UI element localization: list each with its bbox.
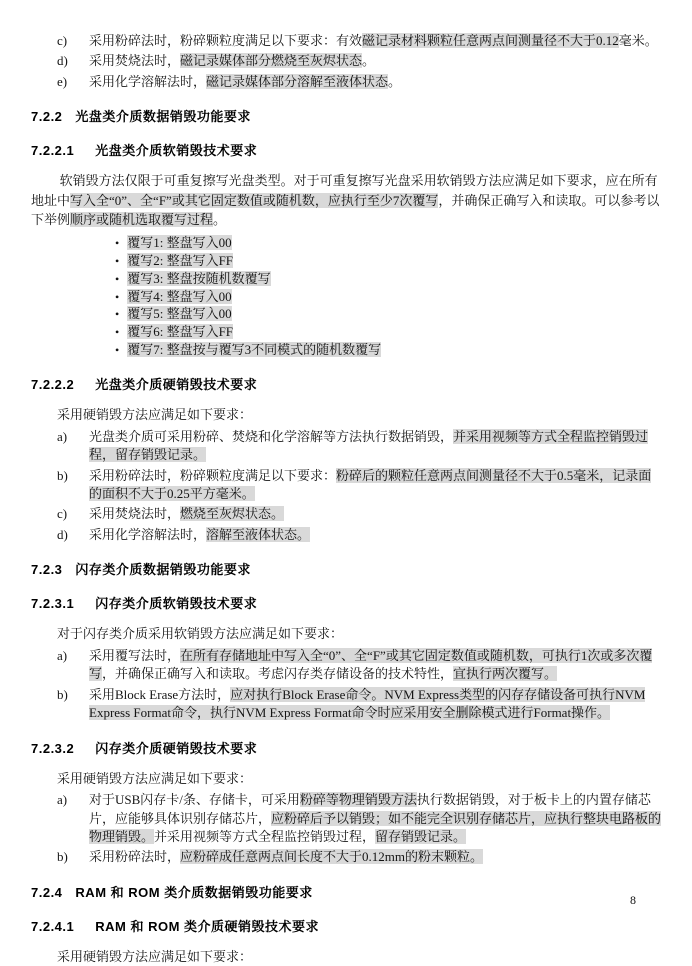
plain-text: 光盘类介质可采用粉碎、焚烧和化学溶解等方法执行数据销毁， [89,428,454,444]
item-text [89,792,661,844]
plain-text: 采用Block Erase方法时， [89,686,231,702]
alpha-list-item [31,505,662,523]
item-text [89,429,648,462]
document-body [31,32,662,966]
plain-text: 执行数据销毁，对于板卡上的内置存储芯片，应能够具体识别存储芯片， [89,792,651,826]
section-title: RAM 和 ROM 类介质硬销毁技术要求 [95,918,320,934]
item-label: b) [57,686,68,702]
plain-text: 采用焚烧法时， [89,506,181,522]
section-number: 7.2.2 [31,109,63,125]
page-number: 8 [630,893,636,907]
item-text [127,253,233,268]
highlighted-text: 覆写1: 整盘写入00 [127,234,232,250]
highlighted-text: 覆写2: 整盘写入FF [127,252,234,268]
highlighted-text: 并采用视频等方式全程监控销毁过程，留存销毁记录。 [89,428,649,463]
alpha-list-item [31,686,662,723]
section-title: 光盘类介质硬销毁技术要求 [95,377,258,393]
section-number: 7.2.2.2 [31,377,75,393]
bullet-icon: • [115,325,120,340]
plain-text: 采用焚烧法时， [89,53,181,69]
highlighted-text: 覆写4: 整盘写入00 [127,288,232,304]
item-label: d) [57,53,68,69]
highlighted-text: 粉碎后的颗粒任意两点间测量径不大于0.5毫米，记录面的面积不大于0.25平方毫米。 [89,467,652,501]
highlighted-text: 应粉碎成任意两点间长度不大于0.12mm的粉末颗粒。 [180,849,483,865]
highlighted-text: 粉碎等物理销毁方法 [299,792,417,808]
alpha-list-item [31,52,662,70]
plain-text: 毫米。 [618,33,658,48]
item-text [57,949,252,964]
highlighted-text: 留存销毁记录。 [375,829,467,845]
item-label: e) [57,73,68,89]
item-text [89,687,645,720]
bullet-icon: • [115,271,120,286]
item-text [57,771,252,786]
section-title: 闪存类介质硬销毁技术要求 [95,740,258,756]
item-label: c) [57,33,68,48]
alpha-list-item [31,467,662,504]
alpha-list-item [31,73,662,91]
lead-paragraph [57,769,662,789]
highlighted-text: 溶解至液体状态。 [206,526,311,542]
item-text [127,342,381,357]
alpha-list-item [31,526,662,544]
item-text [57,407,252,422]
highlighted-text: 磁记录媒体部分溶解至液体状态 [206,73,389,89]
item-text [127,271,270,286]
section-title: 光盘类介质数据销毁功能要求 [75,109,251,125]
alpha-list-item [31,647,662,684]
highlighted-text: 宜执行两次覆写。 [453,666,558,682]
item-label: b) [57,467,68,483]
section-title: 闪存类介质软销毁技术要求 [95,596,258,612]
item-text [57,626,343,641]
plain-text: 采用硬销毁方法应满足如下要求： [57,770,253,786]
item-label: a) [57,792,68,808]
section-heading [31,593,662,612]
section-title: RAM 和 ROM 类介质数据销毁功能要求 [75,884,313,900]
highlighted-text: 覆写7: 整盘按与覆写3不同模式的随机数覆写 [127,342,382,358]
section-number: 7.2.4 [31,884,63,900]
section-heading [31,374,662,393]
item-text [127,324,233,339]
section-number: 7.2.3 [31,562,63,578]
alpha-list-item [31,848,662,866]
item-text [127,289,231,304]
item-text [89,74,401,89]
section-heading [31,106,662,125]
plain-text: 采用化学溶解法时， [89,73,207,89]
plain-text: 对于闪存类介质采用软销毁方法应满足如下要求： [57,626,344,642]
section-number: 7.2.4.1 [31,918,75,934]
item-text [89,648,652,681]
bullet-icon: • [115,343,120,358]
bullet-list-item [115,271,662,288]
item-text [127,235,231,250]
highlighted-text: 覆写6: 整盘写入FF [127,324,234,340]
plain-text: 采用硬销毁方法应满足如下要求： [57,407,253,423]
bullet-list-item [115,253,662,270]
plain-text: 采用粉碎法时，粉碎颗粒度满足以下要求：有效 [89,33,363,48]
plain-text: 采用覆写法时， [89,647,181,663]
section-heading [31,882,662,901]
bullet-list-item [115,235,662,252]
item-text [89,849,483,864]
section-heading [31,559,662,578]
section-number: 7.2.2.1 [31,143,75,159]
item-text [89,53,375,68]
alpha-list-item [31,32,662,50]
plain-text: 。 [362,53,376,69]
bullet-icon: • [115,235,120,250]
item-label: a) [57,428,68,444]
highlighted-text: 写入全“0”、全“F”或其它固定数值或随机数，应执行至少7次覆写 [70,192,439,208]
bullet-list-item [115,289,662,306]
item-label: a) [57,647,68,663]
highlighted-text: 磁记录材料颗粒任意两点间测量径不大于0.12 [362,33,619,48]
highlighted-text: 覆写5: 整盘写入00 [127,306,232,322]
lead-paragraph [57,947,662,966]
highlighted-text: 顺序或随机选取覆写过程 [70,212,214,228]
highlighted-text: 在所有存储地址中写入全“0”、全“F”或其它固定数值或随机数，可执行1次或多次覆写 [89,647,653,682]
paragraph [31,171,662,230]
section-number: 7.2.3.2 [31,740,75,756]
plain-text: ，并确保正确写入和读取。考虑闪存类存储设备的技术特性， [102,666,454,682]
highlighted-text: 磁记录媒体部分燃烧至灰烬状态 [180,53,363,69]
section-number: 7.2.3.1 [31,596,75,612]
section-heading [31,916,662,935]
plain-text: 对于USB闪存卡/条、存储卡，可采用 [89,792,300,808]
lead-paragraph [57,405,662,425]
item-label: c) [57,506,68,522]
item-text [89,506,284,521]
bullet-icon: • [115,253,120,268]
plain-text: 。 [213,212,227,228]
section-title: 光盘类介质软销毁技术要求 [95,143,258,159]
bullet-list-item [115,342,662,359]
lead-paragraph [57,624,662,644]
item-text [89,468,651,501]
bullet-list-item [115,324,662,341]
alpha-list-item [31,428,662,465]
plain-text: 软销毁方法仅限于可重复擦写光盘类型。对于可重复擦写光盘采用软销毁方法应满足如下要求，应在所有地址中 [31,173,658,208]
bullet-list-item [115,306,662,323]
bullet-icon: • [115,307,120,322]
bullet-icon: • [115,289,120,304]
section-heading [31,140,662,159]
plain-text: 采用化学溶解法时， [89,526,207,542]
plain-text: 采用硬销毁方法应满足如下要求： [57,948,253,964]
alpha-list-item [31,791,662,846]
item-label: b) [57,849,68,865]
item-text [89,527,310,542]
plain-text: 并采用视频等方式全程监控销毁过程， [154,829,376,845]
plain-text: 。 [388,73,402,89]
item-text [31,173,659,227]
item-text [89,33,658,48]
section-title: 闪存类介质数据销毁功能要求 [75,562,251,578]
plain-text: 采用粉碎法时，粉碎颗粒度满足以下要求： [89,467,337,483]
highlighted-text: 应对执行Block Erase命令。NVM Express类型的闪存存储设备可执行NVM Express Format命令，执行NVM Express Format命令时应采用安全删除模式进行Format操作。 [89,686,646,721]
plain-text: ，并确保正确写入和读取。可以参考以下举例 [31,192,660,228]
highlighted-text: 覆写3: 整盘按随机数覆写 [127,270,271,286]
highlighted-text: 燃烧至灰烬状态。 [180,506,285,522]
highlighted-text: 应粉碎后予以销毁；如不能完全识别存储芯片，应执行整块电路板的物理销毁。 [89,810,662,845]
item-text [127,306,231,321]
section-heading [31,738,662,757]
item-label: d) [57,526,68,542]
plain-text: 采用粉碎法时， [89,849,181,865]
